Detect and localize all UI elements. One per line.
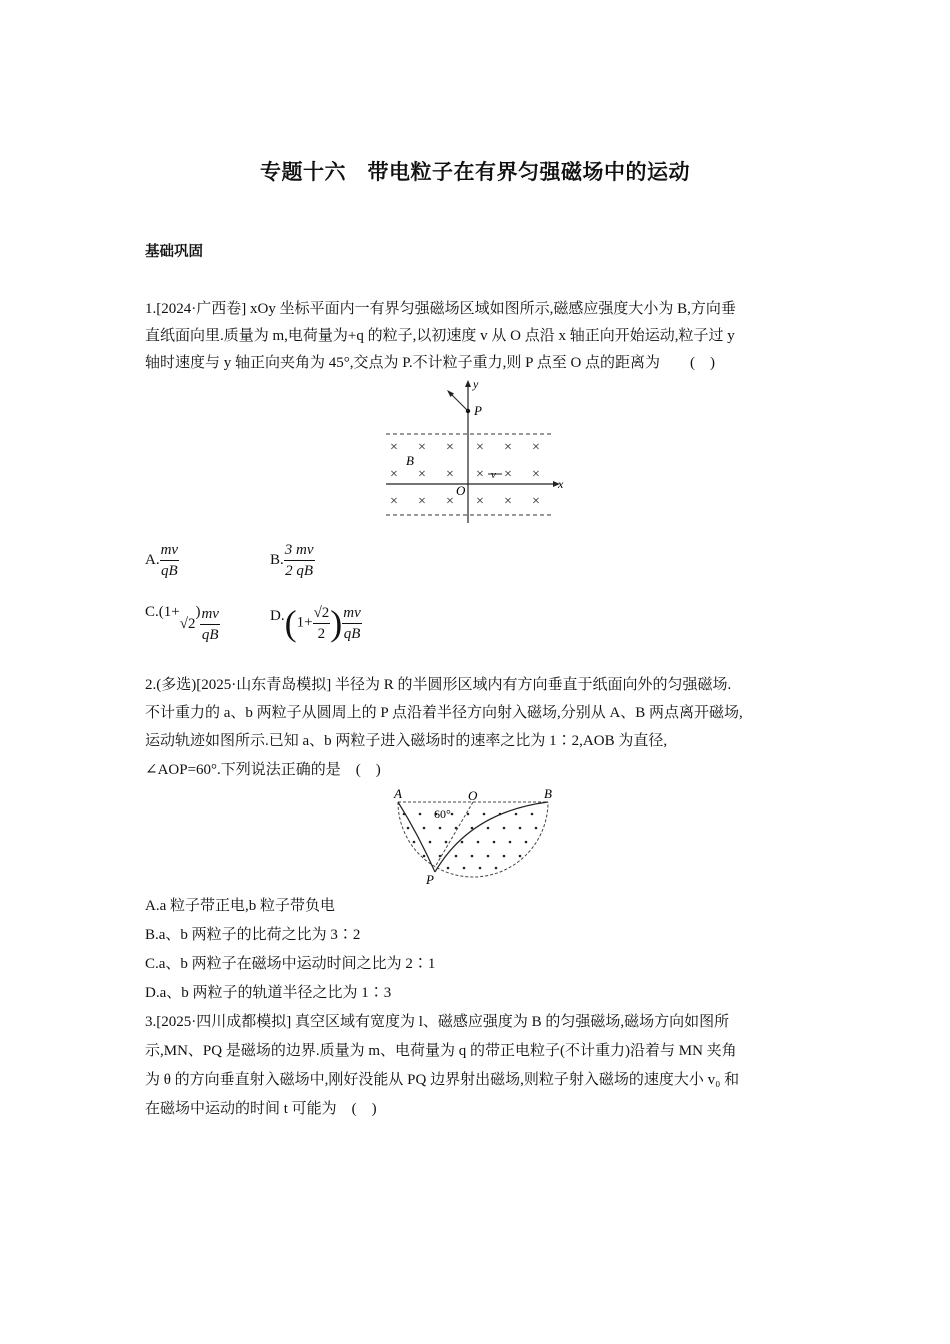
svg-text:×: × <box>504 467 512 482</box>
svg-text:×: × <box>476 440 484 455</box>
q2-line-1: 2.(多选)[2025·山东青岛模拟] 半径为 R 的半圆形区域内有方向垂直于纸面向外的匀强磁场. <box>145 677 732 693</box>
q1-option-c-close: ) <box>195 604 201 620</box>
svg-text:×: × <box>446 467 454 482</box>
svg-text:×: × <box>446 440 454 455</box>
q2-label-angle: 60° <box>434 807 451 821</box>
q1-line-1: 1.[2024·广西卷] xOy 坐标平面内一有界匀强磁场区域如图所示,磁感应强度大小为 B,方向垂 <box>145 301 736 317</box>
q2-line-4: ∠AOP=60°.下列说法正确的是 ( ) <box>145 762 381 778</box>
q1-option-d-paren-close: ) <box>330 603 343 643</box>
q1-option-a-fraction <box>160 540 180 581</box>
svg-text:×: × <box>532 440 540 455</box>
svg-text:×: × <box>418 440 426 455</box>
section-heading: 基础巩固 <box>145 244 203 260</box>
q2-option-b[interactable]: B.a、b 两粒子的比荷之比为 3∶2 <box>145 927 361 943</box>
q1-label-b: B <box>406 453 414 468</box>
q2-figure <box>390 784 560 888</box>
q1-option-a-label: A. <box>145 551 160 568</box>
q1-option-c-root: √2 <box>179 616 196 632</box>
q1-option-d-inner-num: √2 <box>313 603 331 624</box>
svg-text:×: × <box>390 467 398 482</box>
svg-text:×: × <box>504 494 512 509</box>
q1-option-b[interactable] <box>270 540 315 581</box>
q1-option-d-fraction <box>342 603 362 644</box>
q2-option-a[interactable]: A.a 粒子带正电,b 粒子带负电 <box>145 898 335 914</box>
q1-option-c-num: mv <box>200 604 220 625</box>
q1-option-b-label: B. <box>270 551 284 568</box>
q1-line-2: 直纸面向里.质量为 m,电荷量为+q 的粒子,以初速度 v 从 O 点沿 x 轴正向开始运动,粒子过 y <box>145 328 735 344</box>
q2-label-p: P <box>426 872 434 887</box>
svg-text:×: × <box>390 494 398 509</box>
q2-trajectory-b <box>435 802 548 872</box>
q2-option-d[interactable]: D.a、b 两粒子的轨道半径之比为 1∶3 <box>145 985 392 1001</box>
q1-option-c-label: C.(1+ <box>145 604 180 620</box>
q2-label-b: B <box>544 786 552 801</box>
q1-exit-velocity <box>450 393 468 411</box>
q1-option-a-num: mv <box>160 540 180 561</box>
q2-label-a: A <box>394 786 402 801</box>
svg-text:×: × <box>532 467 540 482</box>
q2-trajectory-a <box>398 802 435 872</box>
svg-text:×: × <box>476 494 484 509</box>
q1-option-a[interactable] <box>145 540 179 581</box>
svg-text:×: × <box>532 494 540 509</box>
q2-label-o: O <box>468 788 478 803</box>
q1-option-d-den: qB <box>343 625 361 642</box>
q1-y-arrow <box>465 380 471 387</box>
q2-line-2: 不计重力的 a、b 两粒子从圆周上的 P 点沿着半径方向射入磁场,分别从 A、B 两点离开磁场, <box>145 705 743 721</box>
svg-text:×: × <box>504 440 512 455</box>
q1-option-d-label: D. <box>270 608 285 624</box>
q1-option-d[interactable] <box>270 602 362 644</box>
q1-option-d-paren-open: ( <box>284 603 297 643</box>
q1-label-o: O <box>456 483 466 498</box>
svg-text:×: × <box>390 440 398 455</box>
q1-option-b-num: 3 mv <box>284 540 315 561</box>
q2-option-c[interactable]: C.a、b 两粒子在磁场中运动时间之比为 2∶1 <box>145 956 436 972</box>
svg-text:×: × <box>418 494 426 509</box>
q1-option-a-den: qB <box>161 563 178 579</box>
q3-line-1: 3.[2025·四川成都模拟] 真空区域有宽度为 l、磁感应强度为 B 的匀强磁场,磁场方向如图所 <box>145 1014 730 1030</box>
q1-line-3: 轴时速度与 y 轴正向夹角为 45°,交点为 P.不计粒子重力,则 P 点至 O 点的距离为 ( ) <box>145 355 716 371</box>
q1-label-x: x <box>558 477 564 491</box>
q1-label-p: P <box>474 403 482 418</box>
q1-option-d-num: mv <box>342 603 362 624</box>
q3-line-4: 在磁场中运动的时间 t 可能为 ( ) <box>145 1101 377 1117</box>
q1-option-c[interactable] <box>145 604 220 645</box>
svg-text:×: × <box>446 494 454 509</box>
q1-label-v: v <box>491 469 496 481</box>
q2-line-3: 运动轨迹如图所示.已知 a、b 两粒子进入磁场时的速率之比为 1∶2,AOB 为直径, <box>145 733 668 749</box>
svg-text:×: × <box>418 467 426 482</box>
q1-option-c-fraction <box>200 604 220 645</box>
svg-text:×: × <box>476 467 484 482</box>
q1-option-d-inner-fraction <box>313 603 331 644</box>
q1-figure <box>380 378 570 526</box>
q1-option-b-den: 2 qB <box>285 563 314 579</box>
q3-line-2: 示,MN、PQ 是磁场的边界.质量为 m、电荷量为 q 的带正电粒子(不计重力)沿着与 MN 夹角 <box>145 1043 737 1059</box>
q1-label-y: y <box>473 378 479 391</box>
q1-option-b-fraction <box>284 540 315 581</box>
q1-option-d-one: 1+ <box>296 614 313 631</box>
q3-line-3: 为 θ 的方向垂直射入磁场中,刚好没能从 PQ 边界射出磁场,则粒子射入磁场的速度大小 v₀ 和 <box>145 1072 740 1088</box>
q1-option-c-den: qB <box>201 627 219 643</box>
q1-field-crosses <box>390 440 540 509</box>
page-title: 专题十六 带电粒子在有界匀强磁场中的运动 <box>260 160 690 184</box>
q1-option-d-inner-den: 2 <box>317 625 326 642</box>
q2-field-dots <box>403 813 538 870</box>
